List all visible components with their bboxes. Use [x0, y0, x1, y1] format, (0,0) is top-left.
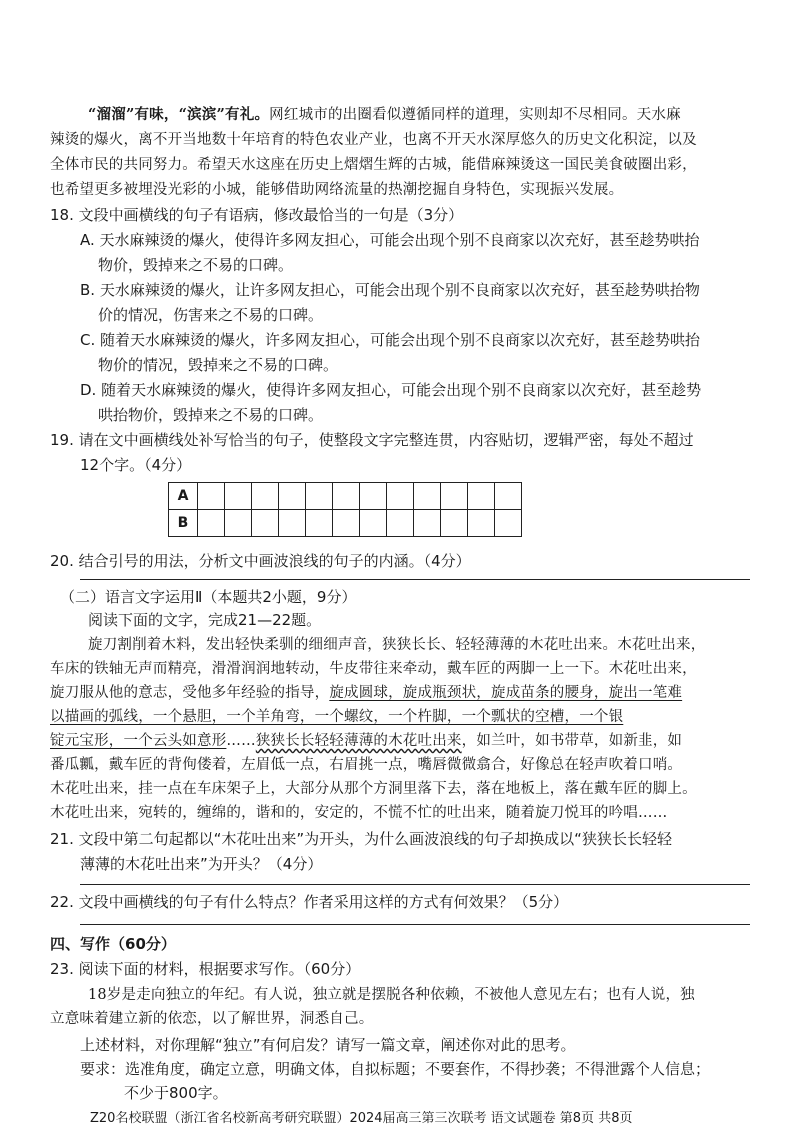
writing-requirements-line1: 要求：选准角度，确定立意，明确文体，自拟标题；不要套作，不得抄袭；不得泄露个人信息； [80, 1060, 711, 1078]
answer-cell[interactable] [414, 483, 441, 510]
passage2-line7: 木花吐出来，挂一点在车床架子上，大部分从那个方洞里落下去，落在地板上，落在戴车匠的脚上。 [50, 781, 697, 797]
answer-cell[interactable] [198, 510, 225, 537]
passage1-line2: 辣烫的爆火，离不开当地数十年培育的特色农业产业，也离不开天水深厚悠久的历史文化积淀，以及 [50, 132, 697, 148]
q20-answer-line[interactable] [80, 579, 750, 580]
passage1-line1-a: “溜溜”有味，“滨滨”有礼。 [88, 106, 270, 123]
q18-option-d-line1: D. 随着天水麻辣烫的爆火，使得许多网友担心，可能会出现个别不良商家以次充好，甚至趁势 [80, 381, 702, 399]
ellipsis: …… [226, 733, 256, 749]
underlined-sentence-part3: 锭元宝形，一个云头如意形 [50, 733, 227, 749]
answer-cell[interactable] [252, 483, 279, 510]
underlined-sentence-part2: 以描画的弧线，一个悬胆，一个羊角弯，一个螺纹，一个杵脚，一个瓢状的空槽，一个银 [50, 709, 624, 725]
passage2-line6: 番瓜瓤，戴车匠的背佝偻着，左眉低一点，右眉挑一点，嘴唇微微翕合，好像总在轻声吹着口哨。 [50, 757, 683, 773]
q19-grid-row-a [169, 483, 522, 510]
passage1-line4: 也希望更多被埋没光彩的小城，能够借助网络流量的热潮挖掘自身特色，实现振兴发展。 [50, 182, 624, 198]
writing-requirements-line2: 不少于800字。 [124, 1084, 228, 1102]
answer-cell[interactable] [495, 483, 522, 510]
q19-grid-row-b [169, 510, 522, 537]
q18-option-a-line1: A. 天水麻辣烫的爆火，使得许多网友担心，可能会出现个别不良商家以次充好，甚至趁势哄抬 [80, 231, 700, 249]
section4-title: 四、写作（60分） [50, 935, 176, 953]
q18-option-b-line2: 价的情况，伤害来之不易的口碑。 [98, 306, 324, 324]
q18-option-d-line2: 哄抬物价，毁掉来之不易的口碑。 [98, 406, 324, 424]
answer-cell[interactable] [225, 483, 252, 510]
passage2-line5-d: ，如兰叶，如书带草，如新韭，如 [461, 733, 683, 749]
answer-cell[interactable] [495, 510, 522, 537]
q19-row-label-b: B [169, 510, 198, 537]
q21-stem-line1: 21. 文段中第二句起都以“木花吐出来”为开头，为什么画波浪线的句子却换成以“狭狭长长轻轻 [50, 830, 672, 848]
q19-answer-grid [168, 482, 522, 537]
answer-cell[interactable] [360, 483, 387, 510]
passage2-line8: 木花吐出来，宛转的，缠绵的，谐和的，安定的，不慌不忙的吐出来，随着旋刀悦耳的吟唱…… [50, 805, 668, 821]
wavy-underlined-sentence: 狭狭长长轻轻薄薄的木花吐出来 [255, 733, 462, 749]
answer-cell[interactable] [252, 510, 279, 537]
answer-cell[interactable] [387, 483, 414, 510]
answer-cell[interactable] [387, 510, 414, 537]
answer-cell[interactable] [198, 483, 225, 510]
passage2-line3-a: 旋刀服从他的意志，受他多年经验的指导， [50, 685, 330, 701]
answer-cell[interactable] [333, 483, 360, 510]
page-footer: Z20名校联盟（浙江省名校新高考研究联盟）2024届高三第三次联考 语文试题卷 第8页 共8页 [90, 1111, 633, 1126]
answer-cell[interactable] [306, 510, 333, 537]
q19-stem-line1: 19. 请在文中画横线处补写恰当的句子，使整段文字完整连贯，内容贴切，逻辑严密，每处不超过 [50, 431, 694, 449]
q20-stem: 20. 结合引号的用法，分析文中画波浪线的句子的内涵。（4分） [50, 552, 471, 570]
section2-title: （二）语言文字运用Ⅱ（本题共2小题，9分） [60, 588, 357, 606]
q18-stem: 18. 文段中画横线的句子有语病，修改最恰当的一句是（3分） [50, 206, 464, 224]
answer-cell[interactable] [279, 510, 306, 537]
material-line2: 立意味着建立新的依恋，以了解世界，洞悉自己。 [50, 1011, 374, 1027]
answer-cell[interactable] [333, 510, 360, 537]
q21-answer-line[interactable] [80, 884, 750, 885]
q18-option-b-line1: B. 天水麻辣烫的爆火，让许多网友担心，可能会出现个别不良商家以次充好，甚至趁势哄抬物 [80, 281, 700, 299]
answer-cell[interactable] [441, 510, 468, 537]
answer-cell[interactable] [360, 510, 387, 537]
answer-cell[interactable] [279, 483, 306, 510]
section2-intro: 阅读下面的文字，完成21—22题。 [88, 611, 322, 629]
passage1-line1 [88, 106, 681, 124]
passage2-line1: 旋刀割削着木料，发出轻快柔驯的细细声音，狭狭长长、轻轻薄薄的木花吐出来。木花吐出来， [88, 637, 706, 653]
answer-cell[interactable] [468, 483, 495, 510]
q18-option-c-line1: C. 随着天水麻辣烫的爆火，许多网友担心，可能会出现个别不良商家以次充好，甚至趁势哄抬 [80, 331, 701, 349]
answer-cell[interactable] [468, 510, 495, 537]
answer-cell[interactable] [225, 510, 252, 537]
q18-option-a-line2: 物价，毁掉来之不易的口碑。 [98, 256, 294, 274]
q21-stem-line2: 薄薄的木花吐出来”为开头？（4分） [80, 855, 323, 873]
passage2-line2: 车床的铁轴无声而精亮，滑滑润润地转动，牛皮带往来牵动，戴车匠的两脚一上一下。木花吐出来， [50, 661, 697, 677]
writing-prompt: 上述材料，对你理解“独立”有何启发？请写一篇文章，阐述你对此的思考。 [80, 1036, 576, 1054]
material-line1: 18岁是走向独立的年纪。有人说，独立就是摆脱各种依赖，不被他人意见左右；也有人说，独 [88, 987, 695, 1003]
q23-stem: 23. 阅读下面的材料，根据要求写作。（60分） [50, 960, 361, 978]
q22-answer-line[interactable] [80, 924, 750, 925]
q22-stem: 22. 文段中画横线的句子有什么特点？作者采用这样的方式有何效果？（5分） [50, 893, 569, 911]
passage1-line1-b: 网红城市的出圈看似遵循同样的道理，实则却不尽相同。天水麻 [269, 107, 681, 123]
q19-stem-line2: 12个字。（4分） [80, 456, 192, 474]
answer-cell[interactable] [414, 510, 441, 537]
passage2-line3 [50, 684, 682, 702]
answer-cell[interactable] [306, 483, 333, 510]
q18-option-c-line2: 物价的情况，毁掉来之不易的口碑。 [98, 356, 339, 374]
underlined-sentence-part1: 旋成圆球，旋成瓶颈状，旋成苗条的腰身，旋出一笔难 [329, 685, 683, 701]
answer-cell[interactable] [441, 483, 468, 510]
q19-row-label-a: A [169, 483, 198, 510]
passage2-line5 [50, 732, 682, 750]
passage1-line3: 全体市民的共同努力。希望天水这座在历史上熠熠生辉的古城，能借麻辣烫这一国民美食破圈出彩， [50, 157, 697, 173]
